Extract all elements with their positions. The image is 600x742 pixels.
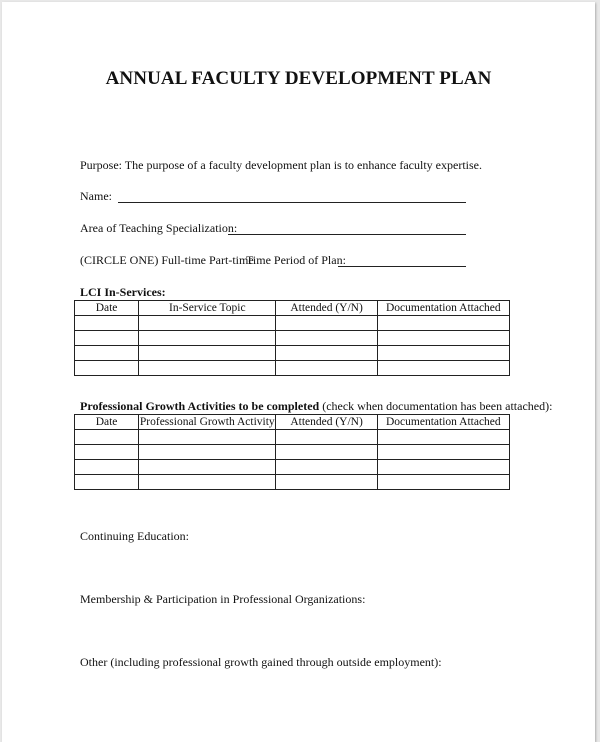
column-header: Date [75,301,139,316]
other-label: Other (including professional growth gained through outside employment): [80,655,442,669]
column-header: Documentation Attached [377,415,509,430]
name-label: Name: [80,189,112,203]
table-cell[interactable] [377,460,509,475]
table-cell[interactable] [276,316,377,331]
table-cell[interactable] [276,430,377,445]
purpose-text: Purpose: The purpose of a faculty development plan is to enhance faculty expertise. [80,158,482,172]
column-header: Attended (Y/N) [276,415,377,430]
name-field[interactable] [118,202,466,203]
table-cell[interactable] [75,361,139,376]
table-cell[interactable] [75,445,139,460]
employment-type-options[interactable]: (CIRCLE ONE) Full-time Part-time [80,253,254,267]
specialization-label: Area of Teaching Specialization: [80,221,238,235]
document-page [2,2,595,742]
table-cell[interactable] [276,346,377,361]
growth-table [74,414,510,490]
table-row [75,430,510,445]
table-cell[interactable] [139,316,276,331]
table-cell[interactable] [276,331,377,346]
membership-label: Membership & Participation in Professional Organizations: [80,592,366,606]
growth-heading: Professional Growth Activities to be completed (check when documentation has been attached): [80,399,553,413]
table-cell[interactable] [276,475,377,490]
time-period-label: Time Period of Plan: [246,253,346,267]
table-row [75,316,510,331]
table-row [75,460,510,475]
table-cell[interactable] [377,316,509,331]
table-cell[interactable] [377,430,509,445]
column-header: Date [75,415,139,430]
table-row [75,331,510,346]
table-cell[interactable] [377,475,509,490]
table-cell[interactable] [377,331,509,346]
specialization-field[interactable] [228,234,466,235]
table-cell[interactable] [139,460,276,475]
table-header-row [75,415,510,430]
table-cell[interactable] [139,475,276,490]
table-cell[interactable] [139,331,276,346]
table-cell[interactable] [377,361,509,376]
inservices-table [74,300,510,376]
table-cell[interactable] [139,430,276,445]
table-cell[interactable] [276,361,377,376]
table-row [75,361,510,376]
column-header: In-Service Topic [139,301,276,316]
table-row [75,346,510,361]
column-header: Attended (Y/N) [276,301,377,316]
continuing-education-label: Continuing Education: [80,529,189,543]
table-cell[interactable] [75,475,139,490]
table-row [75,475,510,490]
table-cell[interactable] [75,460,139,475]
table-cell[interactable] [377,445,509,460]
table-cell[interactable] [139,346,276,361]
table-cell[interactable] [377,346,509,361]
inservices-heading: LCI In-Services: [80,285,166,299]
table-row [75,445,510,460]
table-cell[interactable] [139,445,276,460]
table-cell[interactable] [75,430,139,445]
table-cell[interactable] [276,460,377,475]
table-cell[interactable] [276,445,377,460]
table-cell[interactable] [75,346,139,361]
table-cell[interactable] [75,331,139,346]
column-header: Professional Growth Activity [139,416,275,428]
time-period-field[interactable] [338,266,466,267]
table-header-row [75,301,510,316]
column-header: Documentation Attached [377,301,509,316]
table-cell[interactable] [139,361,276,376]
document-title: ANNUAL FACULTY DEVELOPMENT PLAN [105,68,492,89]
table-cell[interactable] [75,316,139,331]
